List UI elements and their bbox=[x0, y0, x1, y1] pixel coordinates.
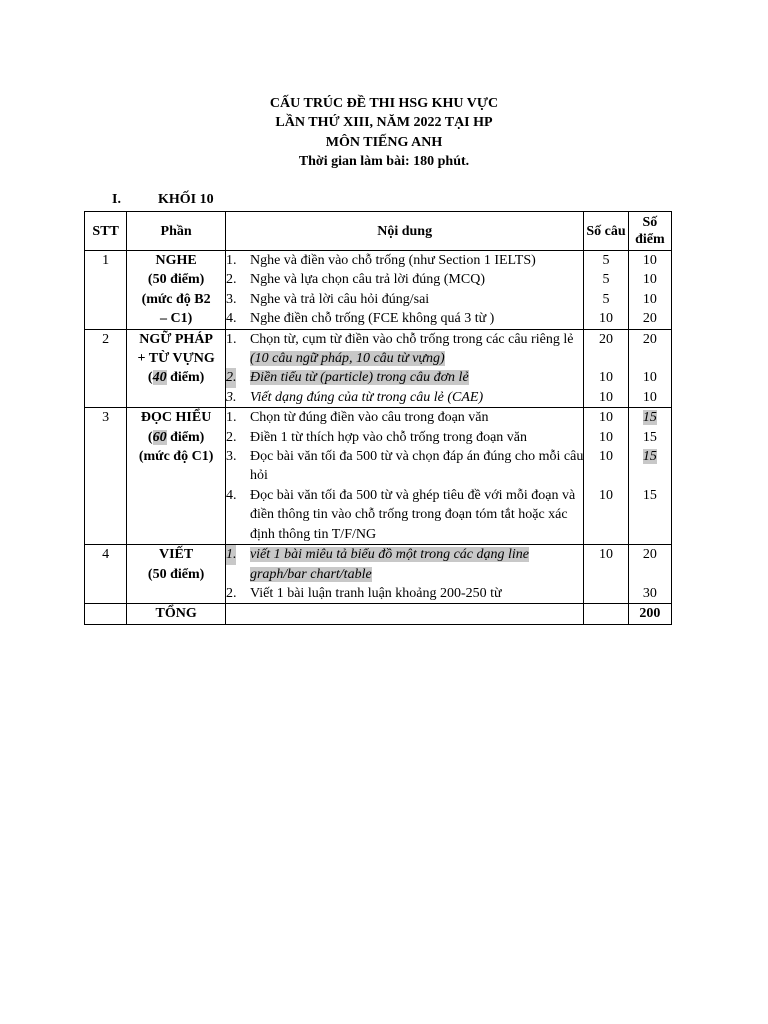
part-line: (mức độ C1) bbox=[138, 449, 214, 465]
header-stt: STT bbox=[85, 212, 127, 251]
row-question-count: 5 5 5 10 bbox=[584, 251, 628, 330]
row-stt: 4 bbox=[85, 545, 127, 604]
header-noidung: Nội dung bbox=[225, 212, 583, 251]
list-item: 1. Chọn từ đúng điền vào câu trong đoạn văn bbox=[225, 410, 489, 426]
header-socau: Số câu bbox=[584, 212, 628, 251]
row-content bbox=[225, 329, 583, 408]
list-item: 3. Viết dạng đúng của từ trong câu lẻ (CAE) bbox=[225, 389, 484, 405]
exam-structure-table bbox=[84, 211, 672, 625]
row-score: 10 10 10 20 bbox=[628, 251, 671, 330]
table-row bbox=[85, 408, 672, 545]
part-line: (50 điểm) bbox=[147, 566, 205, 582]
row-stt: 2 bbox=[85, 329, 127, 408]
part-line: (50 điểm) bbox=[147, 272, 205, 288]
row-part bbox=[127, 545, 226, 604]
list-item: 3. Nghe và trả lời câu hỏi đúng/sai bbox=[225, 291, 430, 307]
part-line: ĐỌC HIỂU bbox=[140, 410, 212, 426]
list-item: 1. viết 1 bài miêu tả biểu đồ một trong các dạng line graph/bar chart/table bbox=[225, 547, 529, 582]
header-sodiem: Số điểm bbox=[628, 212, 671, 251]
list-item: 4. Nghe điền chỗ trống (FCE không quá 3 từ ) bbox=[225, 311, 495, 327]
row-part bbox=[127, 251, 226, 330]
section-heading bbox=[112, 190, 214, 209]
list-item: 1. Nghe và điền vào chỗ trống (như Section 1 IELTS) bbox=[225, 253, 536, 268]
row-question-count: 20 10 10 bbox=[584, 329, 628, 408]
row-content bbox=[225, 545, 583, 604]
row-stt: 3 bbox=[85, 408, 127, 545]
row-content bbox=[225, 251, 583, 330]
table-row bbox=[85, 329, 672, 408]
table-total-row bbox=[85, 604, 672, 624]
list-item: 4. Đọc bài văn tối đa 500 từ và ghép tiêu đề với mỗi đoạn và điền thông tin vào chỗ trống trong đoạn tóm tắt hoặc xác định thông tin T/F/NG bbox=[225, 487, 576, 542]
section-number: I. bbox=[112, 192, 121, 207]
row-score: 20 30 bbox=[628, 545, 671, 604]
section-title: KHỐI 10 bbox=[158, 192, 214, 207]
row-score: 15 15 15 15 bbox=[628, 408, 671, 545]
title-line-1: CẤU TRÚC ĐỀ THI HSG KHU VỰC bbox=[269, 96, 499, 111]
row-part bbox=[127, 329, 226, 408]
part-line: – C1) bbox=[159, 311, 193, 327]
part-line: VIẾT bbox=[159, 547, 194, 563]
list-item: 2. Nghe và lựa chọn câu trả lời đúng (MCQ) bbox=[225, 272, 485, 288]
part-line: NGỮ PHÁP bbox=[139, 331, 213, 347]
list-item: 3. Đọc bài văn tối đa 500 từ và chọn đáp án đúng cho mỗi câu hỏi bbox=[225, 449, 584, 484]
row-score: 20 10 10 bbox=[628, 329, 671, 408]
row-question-count: 10 10 10 10 bbox=[584, 408, 628, 545]
title-line-2: LẦN THỨ XIII, NĂM 2022 TẠI HP bbox=[275, 115, 493, 131]
part-line: (60 điểm) bbox=[147, 429, 205, 445]
total-label: TỔNG bbox=[127, 604, 226, 624]
part-line: NGHE bbox=[155, 253, 197, 268]
header-phan: Phần bbox=[127, 212, 226, 251]
list-item: 2. Điền tiểu từ (particle) trong câu đơn lẻ bbox=[226, 368, 583, 387]
part-line: (mức độ B2 bbox=[141, 291, 211, 307]
row-stt: 1 bbox=[85, 251, 127, 330]
table-row bbox=[85, 251, 672, 330]
total-empty-cell bbox=[584, 604, 628, 624]
list-item: 2. Điền 1 từ thích hợp vào chỗ trống trong đoạn văn bbox=[225, 429, 527, 445]
table-header-row bbox=[85, 212, 672, 251]
list-item: 2. Viết 1 bài luận tranh luận khoảng 200-250 từ bbox=[225, 585, 502, 601]
document-title bbox=[0, 94, 768, 172]
part-line: (40 điểm) bbox=[147, 370, 205, 386]
total-empty-cell bbox=[85, 604, 127, 624]
part-line: + TỪ VỰNG bbox=[137, 351, 215, 367]
total-empty-cell bbox=[225, 604, 583, 624]
title-line-3: MÔN TIẾNG ANH bbox=[325, 134, 443, 150]
total-value: 200 bbox=[628, 604, 671, 624]
table-row bbox=[85, 545, 672, 604]
row-content bbox=[225, 408, 583, 545]
row-question-count: 10 bbox=[584, 545, 628, 604]
title-line-4: Thời gian làm bài: 180 phút. bbox=[298, 154, 470, 170]
row-part bbox=[127, 408, 226, 545]
list-item: 1. Chọn từ, cụm từ điền vào chỗ trống trong các câu riêng lẻ (10 câu ngữ pháp, 10 câu từ vựng) bbox=[225, 331, 574, 367]
